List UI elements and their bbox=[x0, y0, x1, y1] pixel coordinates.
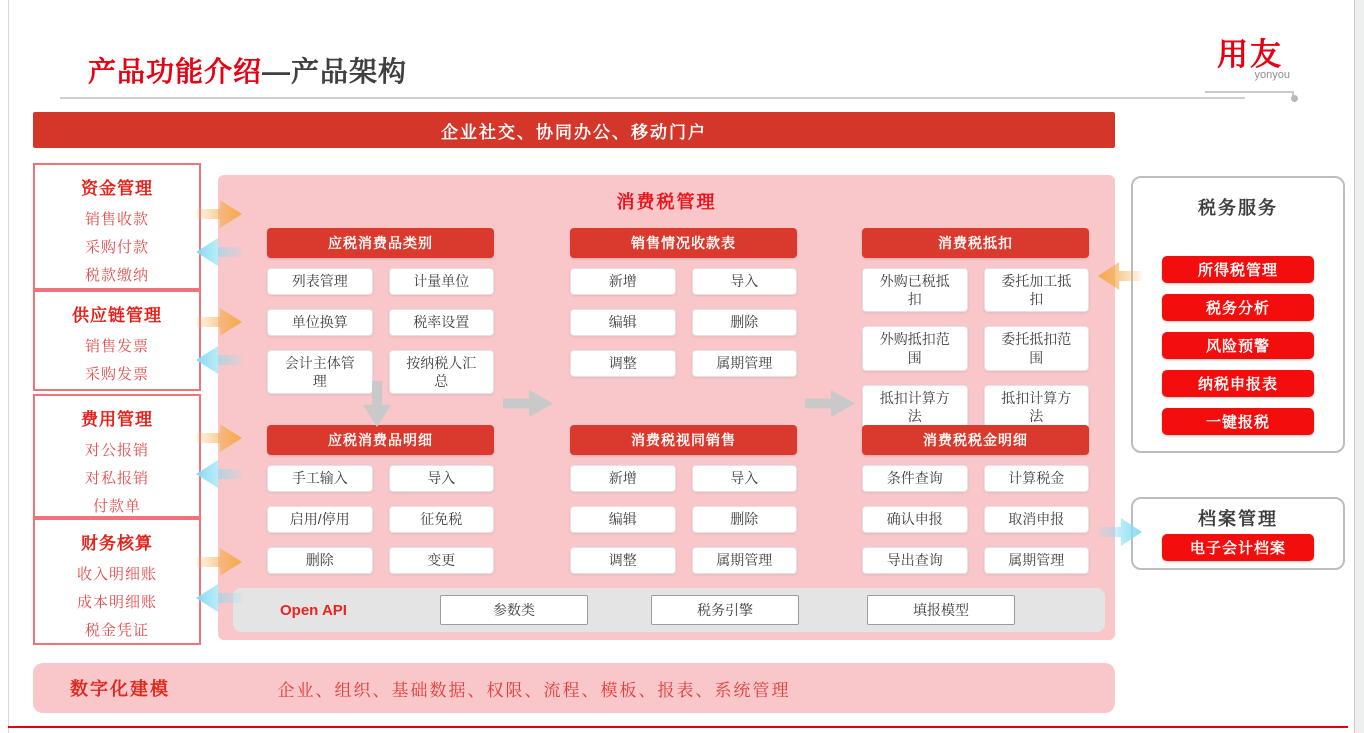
module-button[interactable]: 启用/停用 bbox=[267, 506, 373, 533]
page-title bbox=[88, 50, 407, 90]
tax-service-button[interactable]: 税务分析 bbox=[1162, 294, 1314, 321]
tax-service-button[interactable]: 风险预警 bbox=[1162, 332, 1314, 359]
module-button[interactable]: 外购抵扣范围 bbox=[862, 326, 968, 370]
module-button[interactable]: 导出查询 bbox=[862, 547, 968, 574]
archive-box bbox=[1131, 497, 1345, 570]
module bbox=[267, 228, 494, 394]
module-button-grid bbox=[267, 268, 494, 394]
open-api-button[interactable]: 税务引擎 bbox=[651, 595, 799, 625]
top-banner-label: 企业社交、协同办公、移动门户 bbox=[441, 122, 707, 142]
open-api-label: Open API bbox=[280, 601, 347, 619]
module-button-grid bbox=[570, 465, 797, 574]
module-button[interactable]: 编辑 bbox=[570, 506, 676, 533]
module-button[interactable]: 调整 bbox=[570, 350, 676, 377]
module-button[interactable]: 属期管理 bbox=[692, 547, 798, 574]
left-sidebar-item: 销售发票 bbox=[84, 338, 149, 355]
module-button[interactable]: 外购已税抵扣 bbox=[862, 268, 968, 312]
module-button[interactable]: 计量单位 bbox=[389, 268, 495, 295]
module bbox=[570, 228, 797, 377]
left-sidebar-box bbox=[33, 290, 201, 391]
left-sidebar-box-title: 费用管理 bbox=[81, 410, 153, 429]
module-button[interactable]: 导入 bbox=[692, 465, 798, 492]
left-sidebar-box-title: 财务核算 bbox=[81, 534, 153, 553]
archive-button[interactable]: 电子会计档案 bbox=[1162, 534, 1314, 561]
tax-service-button[interactable]: 所得税管理 bbox=[1162, 256, 1314, 283]
page-title-dark: —产品架构 bbox=[262, 56, 408, 87]
module-button[interactable]: 征免税 bbox=[389, 506, 495, 533]
title-underline bbox=[60, 97, 1245, 99]
left-sidebar-box-title: 供应链管理 bbox=[72, 306, 162, 325]
open-api-bar bbox=[233, 588, 1105, 632]
module-button[interactable]: 取消申报 bbox=[984, 506, 1090, 533]
module-header: 应税消费品类别 bbox=[267, 228, 494, 258]
archive-buttons bbox=[1133, 534, 1343, 561]
panel-title: 消费税管理 bbox=[616, 192, 717, 212]
left-edge-divider bbox=[8, 0, 9, 733]
module-button[interactable]: 委托加工抵扣 bbox=[984, 268, 1090, 312]
left-sidebar-item: 税款缴纳 bbox=[84, 267, 149, 284]
digital-modeling-bar bbox=[33, 663, 1115, 713]
module-button[interactable]: 计算税金 bbox=[984, 465, 1090, 492]
consumption-tax-panel bbox=[218, 175, 1115, 640]
left-sidebar-box-title: 资金管理 bbox=[81, 179, 153, 198]
module-button-grid bbox=[267, 465, 494, 574]
left-sidebar-box bbox=[33, 394, 201, 518]
digital-modeling-title: 数字化建模 bbox=[70, 679, 170, 699]
module-button[interactable]: 按纳税人汇总 bbox=[389, 350, 495, 394]
module-button[interactable]: 删除 bbox=[692, 506, 798, 533]
module-button-grid bbox=[862, 465, 1089, 574]
module bbox=[267, 425, 494, 574]
tax-services-title: 税务服务 bbox=[1198, 198, 1278, 218]
module-button[interactable]: 新增 bbox=[570, 268, 676, 295]
tax-service-button[interactable]: 一键报税 bbox=[1162, 408, 1314, 435]
left-sidebar-item: 采购付款 bbox=[84, 239, 149, 256]
module-button[interactable]: 抵扣计算方法 bbox=[862, 385, 968, 429]
left-sidebar-item: 成本明细账 bbox=[76, 594, 157, 611]
tax-service-button[interactable]: 纳税申报表 bbox=[1162, 370, 1314, 397]
module-button[interactable]: 税率设置 bbox=[389, 309, 495, 336]
module bbox=[570, 425, 797, 574]
module-button[interactable]: 列表管理 bbox=[267, 268, 373, 295]
archive-title: 档案管理 bbox=[1198, 509, 1278, 529]
logo-underline bbox=[1205, 91, 1293, 93]
module-button[interactable]: 属期管理 bbox=[984, 547, 1090, 574]
logo-underline-dot bbox=[1291, 95, 1298, 102]
module-header: 应税消费品明细 bbox=[267, 425, 494, 455]
left-sidebar-item: 对私报销 bbox=[84, 470, 149, 487]
module-button[interactable]: 委托抵扣范围 bbox=[984, 326, 1090, 370]
module-header: 消费税抵扣 bbox=[862, 228, 1089, 258]
module bbox=[862, 228, 1089, 429]
left-sidebar-item: 销售收款 bbox=[84, 211, 149, 228]
tax-services-box bbox=[1131, 176, 1345, 453]
open-api-button[interactable]: 填报模型 bbox=[867, 595, 1015, 625]
module-header: 消费税税金明细 bbox=[862, 425, 1089, 455]
module bbox=[862, 425, 1089, 574]
left-sidebar-item: 收入明细账 bbox=[76, 566, 157, 583]
module-button[interactable]: 确认申报 bbox=[862, 506, 968, 533]
module-button[interactable]: 抵扣计算方法 bbox=[984, 385, 1090, 429]
yonyou-logo-text: 用友 bbox=[1217, 37, 1283, 72]
module-button[interactable]: 调整 bbox=[570, 547, 676, 574]
left-sidebar-item: 对公报销 bbox=[84, 442, 149, 459]
left-sidebar-item: 付款单 bbox=[92, 498, 141, 515]
bottom-accent-line bbox=[8, 726, 1348, 728]
yonyou-logo-subtext: yonyou bbox=[1254, 69, 1290, 81]
module-button-grid bbox=[570, 268, 797, 377]
module-button[interactable]: 删除 bbox=[692, 309, 798, 336]
module-button[interactable]: 手工输入 bbox=[267, 465, 373, 492]
module-button[interactable]: 新增 bbox=[570, 465, 676, 492]
tax-services-buttons bbox=[1133, 256, 1343, 435]
module-header: 销售情况收款表 bbox=[570, 228, 797, 258]
module-button[interactable]: 编辑 bbox=[570, 309, 676, 336]
module-button[interactable]: 导入 bbox=[389, 465, 495, 492]
module-button[interactable]: 变更 bbox=[389, 547, 495, 574]
right-edge-strip bbox=[1354, 0, 1364, 733]
module-button-grid bbox=[862, 268, 1089, 429]
left-sidebar-item: 采购发票 bbox=[84, 366, 149, 383]
top-banner bbox=[33, 112, 1115, 148]
yonyou-logo bbox=[1206, 38, 1294, 81]
module-button[interactable]: 会计主体管理 bbox=[267, 350, 373, 394]
module-button[interactable]: 条件查询 bbox=[862, 465, 968, 492]
module-button[interactable]: 删除 bbox=[267, 547, 373, 574]
module-button[interactable]: 导入 bbox=[692, 268, 798, 295]
page-title-red: 产品功能介绍 bbox=[88, 56, 263, 87]
module-button[interactable]: 单位换算 bbox=[267, 309, 373, 336]
module-header: 消费税视同销售 bbox=[570, 425, 797, 455]
open-api-button[interactable]: 参数类 bbox=[440, 595, 588, 625]
left-sidebar-box bbox=[33, 518, 201, 645]
left-sidebar-item: 税金凭证 bbox=[84, 622, 149, 639]
left-sidebar-box bbox=[33, 163, 201, 290]
module-button[interactable]: 属期管理 bbox=[692, 350, 798, 377]
digital-modeling-content: 企业、组织、基础数据、权限、流程、模板、报表、系统管理 bbox=[277, 680, 791, 700]
